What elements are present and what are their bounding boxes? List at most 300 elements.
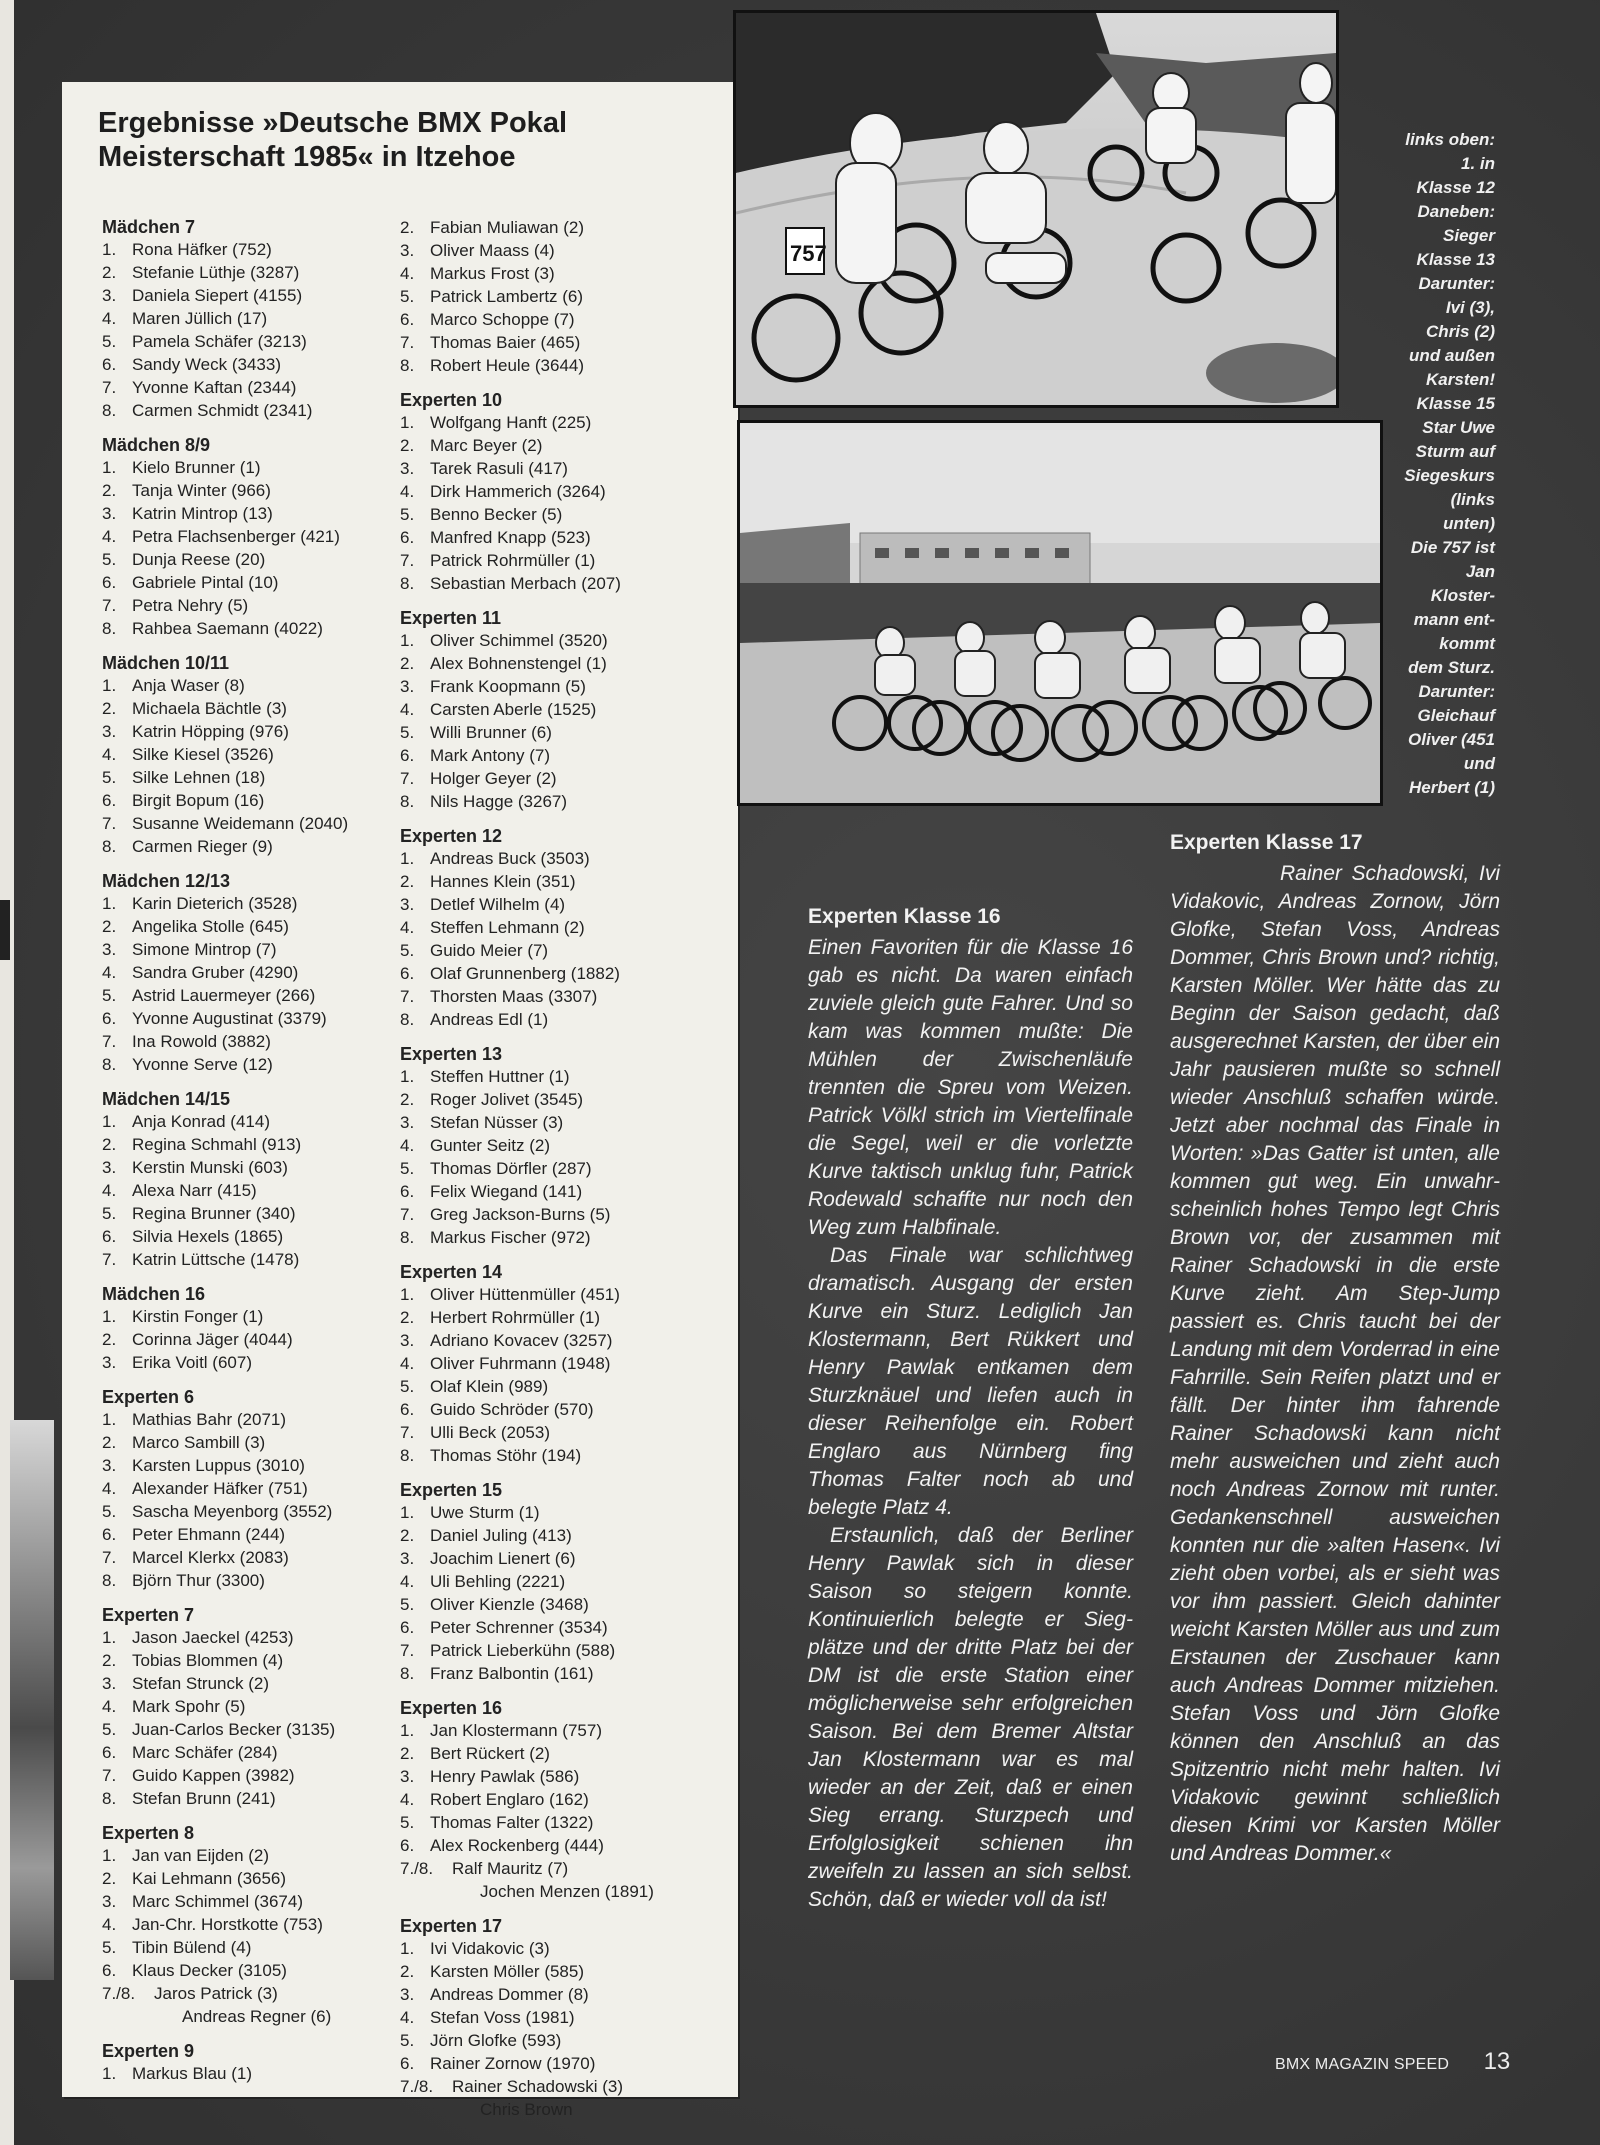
result-entry: [400, 2029, 730, 2052]
result-name: Alex Rockenberg (444): [430, 1836, 604, 1855]
result-rank: 5.: [400, 1159, 415, 1178]
caption-line: Die 757 ist: [1410, 538, 1495, 557]
result-entry: [400, 1570, 730, 1593]
result-name: Patrick Lambertz (6): [430, 287, 584, 306]
result-rank: 8.: [102, 401, 117, 420]
result-name: Dirk Hammerich (3264): [430, 482, 606, 501]
article-16-heading: Experten Klasse 16: [808, 905, 1001, 928]
category-title: Experten 8: [102, 1823, 195, 1843]
result-name: Rahbea Saemann (4022): [132, 619, 323, 638]
result-name: Hannes Klein (351): [430, 872, 576, 891]
result-rank: 3.: [400, 459, 415, 478]
caption-line: mann ent-: [1413, 610, 1495, 629]
result-name: Jochen Menzen (1891): [480, 1882, 654, 1901]
result-name: Katrin Höpping (976): [132, 722, 289, 741]
caption-line: Klasse 12: [1416, 178, 1495, 197]
caption-line: und außen: [1409, 346, 1495, 365]
result-entry: [400, 962, 730, 985]
results-category: [400, 389, 730, 595]
result-name: Robert Englaro (162): [430, 1790, 589, 1809]
result-entry: [102, 1053, 402, 1076]
result-name: Markus Frost (3): [430, 264, 555, 283]
result-rank: 6.: [400, 746, 415, 765]
result-name: Robert Heule (3644): [430, 356, 585, 375]
result-rank: 8.: [400, 792, 415, 811]
result-name: Anja Waser (8): [132, 676, 245, 695]
result-entry: [400, 721, 730, 744]
result-rank: 2.: [102, 481, 117, 500]
result-rank: 7.: [102, 1548, 117, 1567]
result-entry: [102, 1202, 402, 1225]
result-entry: [400, 2006, 730, 2029]
result-name: Nils Hagge (3267): [430, 792, 568, 811]
result-entry: [400, 1329, 730, 1352]
result-rank: 2.: [102, 699, 117, 718]
result-rank: 3.: [400, 241, 415, 260]
result-name: Silvia Hexels (1865): [132, 1227, 284, 1246]
result-rank: 8.: [400, 1228, 415, 1247]
result-rank: 1.: [102, 1628, 117, 1647]
result-name: Gabriele Pintal (10): [132, 573, 279, 592]
result-entry: [102, 1787, 402, 1810]
result-entry: [102, 307, 402, 330]
result-rank: 6.: [102, 1961, 117, 1980]
result-rank: 3.: [102, 722, 117, 741]
result-name: Rainer Schadowski (3): [452, 2077, 624, 2096]
result-rank: 6.: [102, 791, 117, 810]
result-name: Regina Brunner (340): [132, 1204, 296, 1223]
result-rank: 6.: [400, 1618, 415, 1637]
result-rank: 1.: [400, 1939, 415, 1958]
caption-line: Sturm auf: [1415, 442, 1495, 461]
result-rank: 6.: [102, 1227, 117, 1246]
results-category: [400, 607, 730, 813]
page-footer: [1275, 2048, 1510, 2076]
result-entry: [102, 456, 402, 479]
result-rank: 6.: [400, 964, 415, 983]
result-name: Marc Beyer (2): [430, 436, 543, 455]
result-rank: 7.: [400, 333, 415, 352]
caption-line: Chris (2): [1426, 322, 1495, 341]
caption-line: Gleichauf: [1417, 706, 1495, 725]
result-entry: [400, 308, 730, 331]
result-name: Mathias Bahr (2071): [132, 1410, 287, 1429]
results-category: [400, 1261, 730, 1467]
result-rank: 7.: [102, 596, 117, 615]
result-entry: [102, 1408, 402, 1431]
result-name: Mark Spohr (5): [132, 1697, 246, 1716]
result-name: Rainer Zornow (1970): [430, 2054, 596, 2073]
result-rank: 2.: [102, 1433, 117, 1452]
caption-line: Oliver (451: [1408, 730, 1495, 749]
caption-line: unten): [1443, 514, 1495, 533]
results-category: [102, 1088, 402, 1271]
result-name: Jason Jaeckel (4253): [132, 1628, 294, 1647]
category-title: Experten 16: [400, 1698, 503, 1718]
result-rank: 6.: [400, 2054, 415, 2073]
category-title: Mädchen 10/11: [102, 653, 230, 673]
result-name: Markus Blau (1): [132, 2064, 252, 2083]
results-category: [400, 1043, 730, 1249]
result-rank: 8.: [400, 1664, 415, 1683]
result-name: Alexander Häfker (751): [132, 1479, 308, 1498]
result-name: Marc Schäfer (284): [132, 1743, 278, 1762]
result-entry: [102, 720, 402, 743]
caption-line: Karsten!: [1426, 370, 1495, 389]
result-rank: 8.: [400, 356, 415, 375]
result-entry: [102, 2005, 402, 2028]
result-entry: [102, 1890, 402, 1913]
result-rank: 8.: [102, 1055, 117, 1074]
result-rank: 4.: [102, 1697, 117, 1716]
result-entry: [400, 1501, 730, 1524]
result-entry: [102, 1718, 402, 1741]
result-name: Tanja Winter (966): [132, 481, 271, 500]
result-entry: [400, 1421, 730, 1444]
result-rank: 6.: [400, 310, 415, 329]
race-number-plate: 757: [790, 241, 827, 266]
result-name: Tibin Bülend (4): [132, 1938, 252, 1957]
crash-photo-image: [736, 13, 1336, 405]
result-name: Erika Voitl (607): [132, 1353, 252, 1372]
result-name: Carmen Rieger (9): [132, 837, 273, 856]
results-category: [400, 216, 730, 377]
result-name: Andreas Edl (1): [430, 1010, 549, 1029]
result-rank: 7./8.: [102, 1984, 136, 2003]
result-name: Oliver Maass (4): [430, 241, 555, 260]
result-entry: [400, 1283, 730, 1306]
start-photo-image: [740, 423, 1380, 803]
photo-crash-klasse-16: [733, 10, 1339, 408]
results-category: [102, 2040, 402, 2085]
result-name: Ulli Beck (2053): [430, 1423, 550, 1442]
result-rank: 3.: [102, 1892, 117, 1911]
category-title: Experten 14: [400, 1262, 503, 1282]
result-name: Katrin Mintrop (13): [132, 504, 273, 523]
result-name: Markus Fischer (972): [430, 1228, 591, 1247]
results-category: [400, 1915, 730, 2121]
result-rank: 4.: [400, 700, 415, 719]
result-name: Thomas Dörfler (287): [430, 1159, 592, 1178]
result-entry: [102, 1431, 402, 1454]
result-entry: [400, 916, 730, 939]
result-rank: 2.: [400, 654, 415, 673]
article-16-paragraph: Einen Favoriten für die Klasse 16 gab es nicht. Da waren einfach zuviele gleich gute Fahrer. Und so kam was kommen mußte: Die Mühlen der Zwischenläufe trennten die Spreu vom Weizen. Patrick Völkl strich im Viertelfinale die Segel, weil er die vorletzte Kurve taktisch unklug fuhr, Patrick Rodewald schaffte nur noch den Weg zum Halbfinale.: [808, 936, 1133, 1239]
result-name: Klaus Decker (3105): [132, 1961, 287, 1980]
result-name: Karsten Möller (585): [430, 1962, 585, 1981]
result-rank: 8.: [102, 1571, 117, 1590]
result-rank: 6.: [102, 1009, 117, 1028]
result-entry: [400, 629, 730, 652]
result-entry: [400, 503, 730, 526]
result-name: Simone Mintrop (7): [132, 940, 277, 959]
result-name: Patrick Rohrmüller (1): [430, 551, 596, 570]
result-rank: 6.: [102, 1743, 117, 1762]
result-entry: [400, 847, 730, 870]
result-entry: [400, 480, 730, 503]
facing-page-photo-strip: [10, 1420, 54, 1980]
result-name: Yvonne Kaftan (2344): [132, 378, 297, 397]
result-name: Oliver Hüttenmüller (451): [430, 1285, 620, 1304]
result-name: Pamela Schäfer (3213): [132, 332, 307, 351]
result-entry: [102, 1500, 402, 1523]
result-rank: 5.: [102, 1720, 117, 1739]
result-rank: 4.: [400, 2008, 415, 2027]
result-name: Birgit Bopum (16): [132, 791, 265, 810]
result-entry: [400, 1662, 730, 1685]
result-rank: 3.: [102, 940, 117, 959]
result-entry: [400, 790, 730, 813]
result-entry: [400, 870, 730, 893]
category-title: Experten 11: [400, 608, 502, 628]
result-rank: 1.: [102, 2064, 117, 2083]
result-rank: 3.: [400, 1985, 415, 2004]
result-entry: [102, 1133, 402, 1156]
result-name: Sebastian Merbach (207): [430, 574, 621, 593]
result-entry: [102, 1007, 402, 1030]
result-rank: 5.: [400, 1595, 415, 1614]
result-rank: 5.: [102, 332, 117, 351]
result-rank: 6.: [400, 528, 415, 547]
result-rank: 6.: [400, 1182, 415, 1201]
result-entry: [102, 1477, 402, 1500]
result-rank: 2.: [400, 1308, 415, 1327]
result-name: Anja Konrad (414): [132, 1112, 270, 1131]
result-rank: 8.: [400, 574, 415, 593]
result-rank: 1.: [102, 1410, 117, 1429]
result-entry: [102, 1959, 402, 1982]
result-entry: [400, 572, 730, 595]
results-category: [400, 825, 730, 1031]
result-entry: [102, 2062, 402, 2085]
result-name: Juan-Carlos Becker (3135): [132, 1720, 336, 1739]
result-entry: [400, 767, 730, 790]
result-entry: [102, 938, 402, 961]
result-name: Felix Wiegand (141): [430, 1182, 583, 1201]
result-name: Sandra Gruber (4290): [132, 963, 299, 982]
result-rank: 7.: [102, 1250, 117, 1269]
result-entry: [400, 1593, 730, 1616]
result-entry: [400, 285, 730, 308]
result-rank: 2.: [102, 1330, 117, 1349]
result-rank: 1.: [400, 1721, 415, 1740]
result-entry: [400, 1134, 730, 1157]
result-rank: 7.: [400, 551, 415, 570]
result-name: Thomas Stöhr (194): [430, 1446, 582, 1465]
caption-line: Star Uwe: [1422, 418, 1495, 437]
result-entry: [102, 548, 402, 571]
result-entry: [400, 939, 730, 962]
result-name: Karin Dieterich (3528): [132, 894, 298, 913]
result-rank: 5.: [102, 768, 117, 787]
result-name: Uli Behling (2221): [430, 1572, 566, 1591]
result-name: Yvonne Augustinat (3379): [132, 1009, 327, 1028]
caption-line: Siegeskurs: [1404, 466, 1495, 485]
result-name: Stefan Strunck (2): [132, 1674, 270, 1693]
result-name: Adriano Kovacev (3257): [430, 1331, 613, 1350]
result-name: Daniela Siepert (4155): [132, 286, 303, 305]
result-rank: 2.: [400, 218, 415, 237]
article-16-paragraph: Das Finale war schlichtweg dramatisch. Ausgang der ersten Kurve ein Sturz. Lediglich Jan Klostermann, Bert Rükkert und Henry Pawlak entkamen dem Sturzknäuel und liefen auch in dieser Reihenfolge ein. Robert Englaro aus Nürnberg fing Thomas Falter noch ab und belegte Platz 4.: [808, 1244, 1133, 1519]
result-entry: [400, 1765, 730, 1788]
result-rank: 2.: [400, 1962, 415, 1981]
result-entry: [102, 1764, 402, 1787]
result-entry: [102, 1936, 402, 1959]
results-category: [102, 870, 402, 1076]
result-rank: 7.: [102, 814, 117, 833]
result-rank: 7.: [102, 1766, 117, 1785]
result-name: Maren Jüllich (17): [132, 309, 268, 328]
results-column-left: [102, 216, 402, 2097]
result-entry: [102, 1179, 402, 1202]
result-rank: 4.: [102, 963, 117, 982]
result-name: Angelika Stolle (645): [132, 917, 289, 936]
result-rank: 5.: [400, 2031, 415, 2050]
result-entry: [102, 835, 402, 858]
result-name: Oliver Schimmel (3520): [430, 631, 608, 650]
result-rank: 1.: [400, 413, 415, 432]
result-name: Oliver Kienzle (3468): [430, 1595, 589, 1614]
caption-line: Darunter:: [1418, 682, 1495, 701]
photo-caption: [1355, 128, 1495, 800]
result-rank: 3.: [400, 1549, 415, 1568]
result-entry: [102, 1248, 402, 1271]
article-17-paragraph: Rainer Schadowski, Ivi Vidakovic, Andreas Zornow, Jörn Glofke, Stefan Voss, Andreas Dommer, Chris Brown und? richtig, Karsten Möller. Wer hätte das zu Beginn der Saison gedacht, daß ausgerechnet Karsten, der über ein Jahr pausieren mußte so schnell wieder Anschluß schaffen würde. Jetzt aber nochmal das Finale in Worten: »Das Gatter ist unten, alle kommen gut weg. Ein unwahrscheinlich hohes Tempo legt Chris Brown vor, der zusammen mit Rainer Schadowski in die erste Kurve zieht. Am Step-Jump passiert es. Chris taucht bei der Landung mit dem Vorderrad in eine Fahrrille. Sein Reifen platzt und er fällt. Der hinter ihm fahrende Rainer Schadowski kann nicht mehr ausweichen und zieht auch noch Andreas Zornow mit runter. Gedankenschnell ausweichen konnten nur die »alten Hasen«. Ivi zieht oben vorbei, als er sieht was vor ihm passiert. Gleich dahinter weicht Karsten Möller aus und zum Erstaunen der Zuschauer kann auch Andreas Dommer mitziehen. Stefan Voss und Jörn Glofke können den Anschluß an das Spitzentrio nicht mehr halten. Ivi Vidakovic gewinnt schließlich diesen Krimi vor Karsten Möller und Andreas Dommer.«: [1170, 862, 1500, 1865]
result-name: Katrin Lüttsche (1478): [132, 1250, 300, 1269]
result-entry: [400, 652, 730, 675]
result-entry: [102, 1351, 402, 1374]
result-entry: [400, 239, 730, 262]
result-rank: 4.: [102, 1915, 117, 1934]
result-rank: 1.: [400, 1285, 415, 1304]
result-name: Petra Nehry (5): [132, 596, 249, 615]
result-rank: 5.: [400, 1813, 415, 1832]
result-name: Olaf Klein (989): [430, 1377, 549, 1396]
result-name: Thorsten Maas (3307): [430, 987, 598, 1006]
result-name: Benno Becker (5): [430, 505, 563, 524]
result-rank: 5.: [102, 550, 117, 569]
result-name: Bert Rückert (2): [430, 1744, 550, 1763]
result-rank: 3.: [400, 1331, 415, 1350]
result-entry: [102, 1913, 402, 1936]
result-entry: [102, 1672, 402, 1695]
result-rank: 1.: [102, 458, 117, 477]
result-entry: [102, 502, 402, 525]
results-category: [400, 1479, 730, 1685]
caption-line: Kloster-: [1430, 586, 1495, 605]
results-title-line-1: Ergebnisse »Deutsche BMX Pokal: [98, 107, 567, 139]
result-entry: [102, 1110, 402, 1133]
result-rank: 1.: [400, 631, 415, 650]
result-entry: [400, 1834, 730, 1857]
result-entry: [400, 1352, 730, 1375]
result-name: Oliver Fuhrmann (1948): [430, 1354, 611, 1373]
category-title: Experten 7: [102, 1605, 195, 1625]
result-rank: 5.: [102, 1938, 117, 1957]
category-title: Experten 15: [400, 1480, 503, 1500]
result-entry: [400, 216, 730, 239]
result-rank: 4.: [400, 482, 415, 501]
result-name: Kielo Brunner (1): [132, 458, 261, 477]
result-entry: [400, 1547, 730, 1570]
result-entry: [102, 1305, 402, 1328]
result-entry: [400, 434, 730, 457]
result-name: Corinna Jäger (4044): [132, 1330, 293, 1349]
result-entry: [102, 1225, 402, 1248]
result-entry: [102, 1156, 402, 1179]
result-name: Holger Geyer (2): [430, 769, 557, 788]
result-rank: 4.: [102, 1181, 117, 1200]
results-category: [102, 434, 402, 640]
result-rank: 2.: [400, 1744, 415, 1763]
photo-start-klasse-15: [737, 420, 1383, 806]
result-entry: [102, 1569, 402, 1592]
result-entry: [102, 1454, 402, 1477]
result-name: Rona Häfker (752): [132, 240, 272, 259]
result-entry: [400, 1616, 730, 1639]
result-name: Carsten Aberle (1525): [430, 700, 597, 719]
category-title: Experten 6: [102, 1387, 195, 1407]
result-entry: [400, 698, 730, 721]
result-entry: [400, 457, 730, 480]
result-entry: [400, 1375, 730, 1398]
result-entry: [102, 961, 402, 984]
result-rank: 2.: [102, 1651, 117, 1670]
result-rank: 2.: [400, 1526, 415, 1545]
result-entry: [400, 893, 730, 916]
result-name: Herbert Rohrmüller (1): [430, 1308, 601, 1327]
result-rank: 8.: [400, 1010, 415, 1029]
result-name: Kerstin Munski (603): [132, 1158, 288, 1177]
result-entry: [400, 526, 730, 549]
result-rank: 1.: [400, 1067, 415, 1086]
result-name: Wolfgang Hanft (225): [430, 413, 592, 432]
result-name: Peter Ehmann (244): [132, 1525, 286, 1544]
caption-line: links oben:: [1405, 130, 1495, 149]
result-name: Sascha Meyenborg (3552): [132, 1502, 333, 1521]
result-entry: [400, 675, 730, 698]
result-name: Marco Sambill (3): [132, 1433, 266, 1452]
result-name: Daniel Juling (413): [430, 1526, 572, 1545]
result-name: Susanne Weidemann (2040): [132, 814, 349, 833]
result-rank: 3.: [102, 1158, 117, 1177]
page-number: 13: [1483, 2048, 1511, 2075]
result-name: Olaf Grunnenberg (1882): [430, 964, 620, 983]
article-17-heading: Experten Klasse 17: [1170, 831, 1363, 854]
result-entry: [400, 1398, 730, 1421]
result-name: Petra Flachsenberger (421): [132, 527, 340, 546]
result-rank: 3.: [102, 1674, 117, 1693]
category-title: Mädchen 14/15: [102, 1089, 231, 1109]
result-name: Andreas Buck (3503): [430, 849, 590, 868]
results-category: [102, 1604, 402, 1810]
result-entry: [400, 1065, 730, 1088]
result-name: Kai Lehmann (3656): [132, 1869, 287, 1888]
result-rank: 2.: [102, 1869, 117, 1888]
result-entry: [400, 1983, 730, 2006]
result-entry: [400, 1719, 730, 1742]
result-name: Jan-Chr. Horstkotte (753): [132, 1915, 323, 1934]
result-name: Björn Thur (3300): [132, 1571, 265, 1590]
result-rank: 4.: [400, 1354, 415, 1373]
result-rank: 7.: [400, 1423, 415, 1442]
results-table-box: [62, 82, 738, 2119]
result-entry: [102, 284, 402, 307]
result-rank: 7./8.: [400, 1859, 434, 1878]
result-rank: 8.: [400, 1446, 415, 1465]
result-rank: 2.: [400, 872, 415, 891]
result-entry: [400, 1157, 730, 1180]
